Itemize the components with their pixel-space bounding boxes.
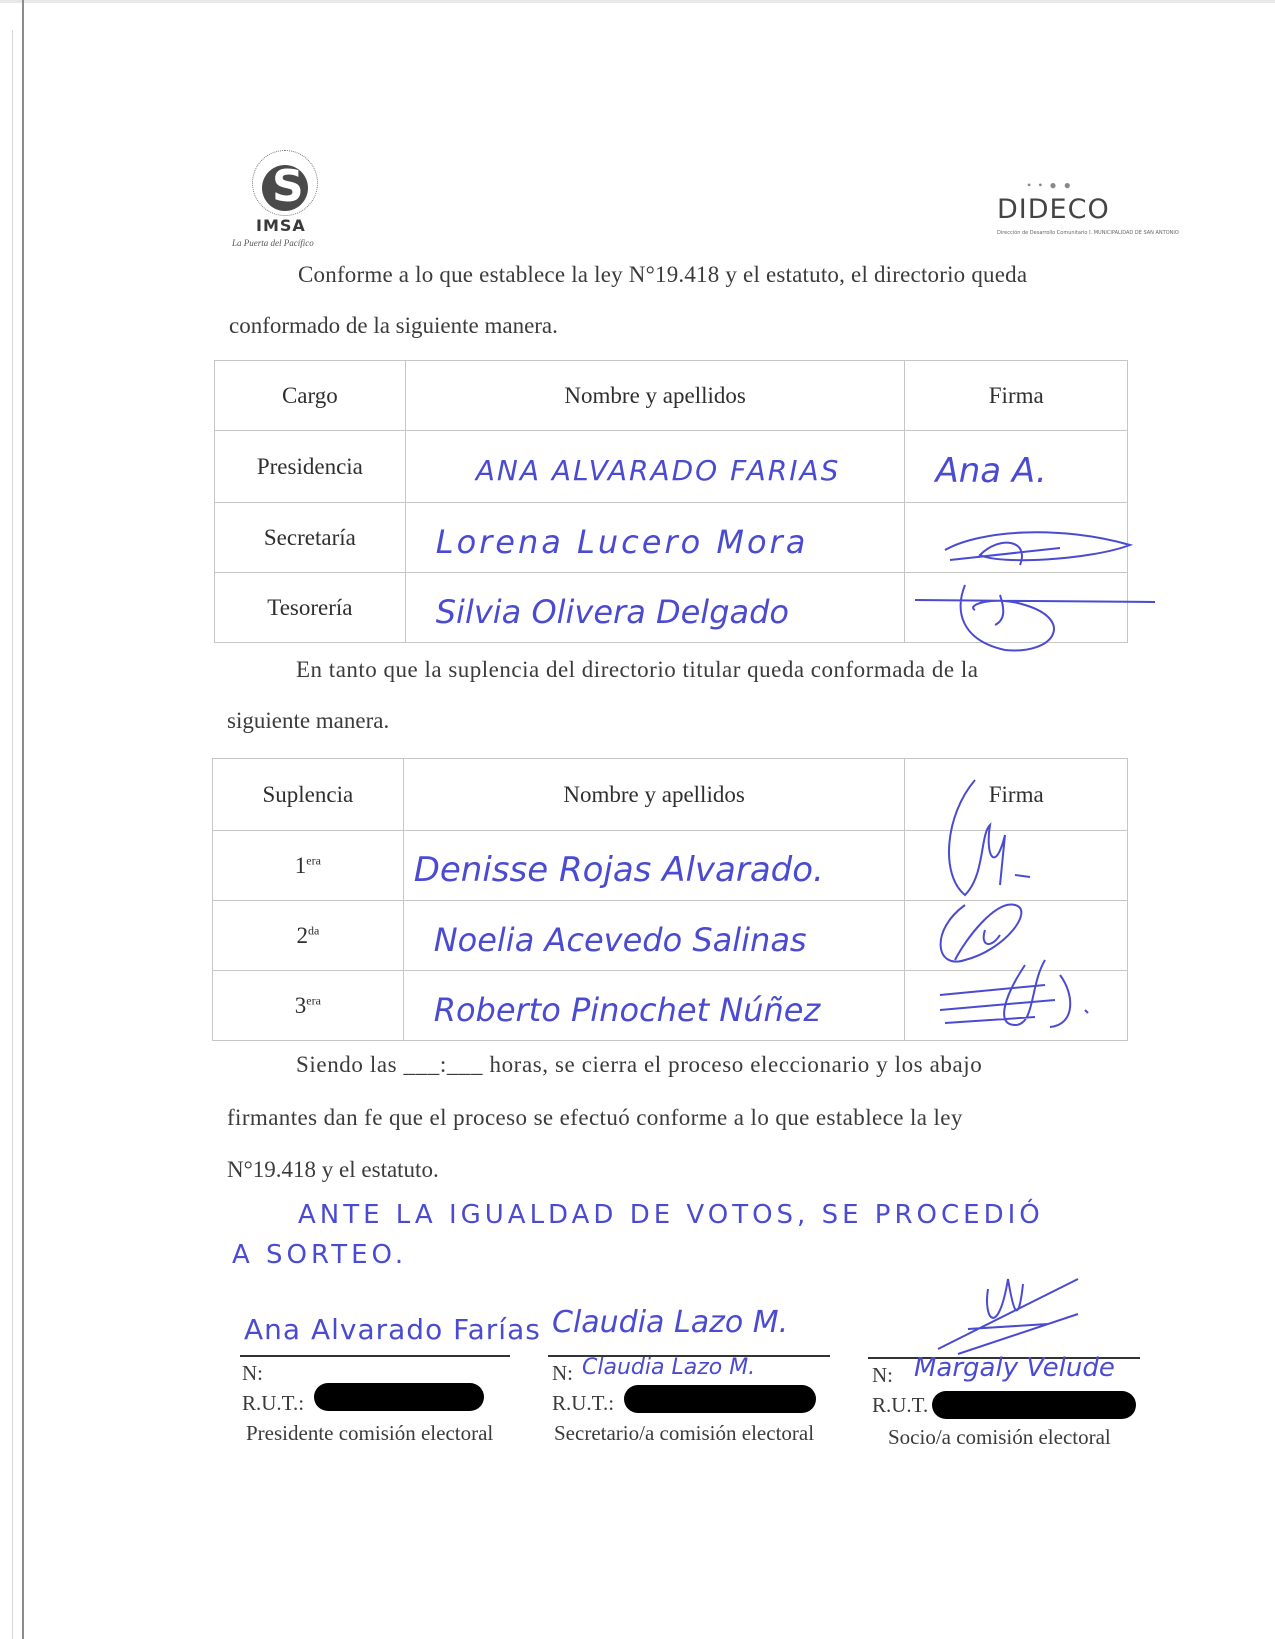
header-firma: Firma (905, 361, 1128, 431)
suplencia-intro-line-2: siguiente manera. (227, 708, 390, 733)
signature-suplencia-1-icon (935, 775, 1055, 905)
handwritten-note-line-2: A SORTEO. (232, 1240, 408, 1270)
dideco-subtitle: Dirección de Desarrollo Comunitario I. MUNICIPALIDAD DE SAN ANTONIO (997, 230, 1179, 236)
imsa-slogan: La Puerta del Pacífico (232, 238, 314, 248)
imsa-brand: IMSA (256, 216, 306, 235)
handwritten-name: Lorena Lucero Mora (435, 522, 809, 561)
header-cargo: Cargo (215, 361, 406, 431)
signature-suplencia-3-icon (935, 955, 1115, 1035)
nombre-cell (405, 431, 905, 503)
suplencia-number: 1 (294, 852, 307, 878)
nombre-cell (403, 971, 905, 1041)
n-value: Margaly Velude (914, 1353, 1115, 1383)
role-label: Presidente comisión electoral (246, 1421, 494, 1445)
suplencia-ordinal: era (306, 852, 321, 867)
suplencia-number-cell (213, 901, 404, 971)
handwritten-signature: Ana A. (935, 450, 1047, 491)
nombre-cell (405, 573, 905, 643)
dideco-brand: DIDECO (997, 194, 1110, 225)
n-label: N: (872, 1363, 893, 1387)
header-nombre: Nombre y apellidos (403, 759, 905, 831)
rut-label: R.U.T. (872, 1393, 929, 1417)
table-row (215, 431, 1128, 503)
rut-redaction (932, 1391, 1136, 1419)
handwritten-name: Roberto Pinochet Núñez (433, 990, 821, 1029)
role-label: Socio/a comisión electoral (888, 1425, 1111, 1449)
handwritten-name: Noelia Acevedo Salinas (433, 920, 807, 959)
rut-label: R.U.T.: (242, 1391, 305, 1415)
cargo-cell: Presidencia (215, 431, 406, 503)
signature-tesoreria-icon (905, 580, 1165, 660)
closing-line-1: Siendo las ___:___ horas, se cierra el proceso eleccionario y los abajo (296, 1052, 983, 1077)
signature-secretary: Claudia Lazo M. (552, 1305, 789, 1340)
n-value: Claudia Lazo M. (582, 1355, 756, 1380)
suplencia-ordinal: da (307, 922, 320, 937)
suplencia-ordinal: era (306, 992, 321, 1007)
header-nombre: Nombre y apellidos (405, 361, 905, 431)
suplencia-number: 3 (294, 992, 307, 1018)
cargo-cell: Secretaría (215, 503, 406, 573)
header-suplencia: Suplencia (213, 759, 404, 831)
firma-cell (905, 431, 1128, 503)
suplencia-number-cell (213, 971, 404, 1041)
imsa-logo (232, 150, 342, 250)
intro-line-1: Conforme a lo que establece la ley N°19.418 y el estatuto, el directorio queda (298, 262, 1028, 287)
intro-line-2: conformado de la siguiente manera. (229, 313, 558, 338)
rut-redaction (314, 1383, 484, 1411)
handwritten-note-line-1: ANTE LA IGUALDAD DE VOTOS, SE PROCEDIÓ (298, 1200, 1044, 1230)
signature-secretaria-icon (940, 520, 1140, 580)
closing-line-3: N°19.418 y el estatuto. (227, 1157, 439, 1182)
role-label: Secretario/a comisión electoral (554, 1421, 815, 1445)
header-firma: Firma (905, 759, 1128, 831)
directorio-header-row (215, 361, 1128, 431)
nombre-cell (403, 831, 905, 901)
suplencia-intro-line-1: En tanto que la suplencia del directorio titular queda conformada de la (296, 657, 979, 682)
n-label: N: (242, 1361, 263, 1385)
suplencia-number-cell (213, 831, 404, 901)
cargo-cell: Tesorería (215, 573, 406, 643)
dideco-logo (995, 178, 1179, 248)
signature-line (240, 1355, 510, 1357)
handwritten-name: Denisse Rojas Alvarado. (413, 849, 824, 890)
handwritten-name: ANA ALVARADO FARIAS (475, 453, 841, 487)
signature-president: Ana Alvarado Farías (244, 1313, 541, 1346)
nombre-cell (403, 901, 905, 971)
page-top-edge (0, 0, 1275, 3)
nombre-cell (405, 503, 905, 573)
dideco-dots-icon: • • ● ● (1027, 178, 1073, 192)
margin-line (22, 0, 24, 1639)
handwritten-name: Silvia Olivera Delgado (435, 592, 789, 631)
margin-shadow-line (12, 30, 13, 1639)
rut-redaction (624, 1385, 816, 1413)
n-label: N: (552, 1361, 573, 1385)
imsa-s-mark: S (272, 161, 304, 212)
rut-label: R.U.T.: (552, 1391, 615, 1415)
closing-line-2: firmantes dan fe que el proceso se efectuó conforme a lo que establece la ley (227, 1105, 963, 1130)
suplencia-number: 2 (296, 922, 308, 948)
